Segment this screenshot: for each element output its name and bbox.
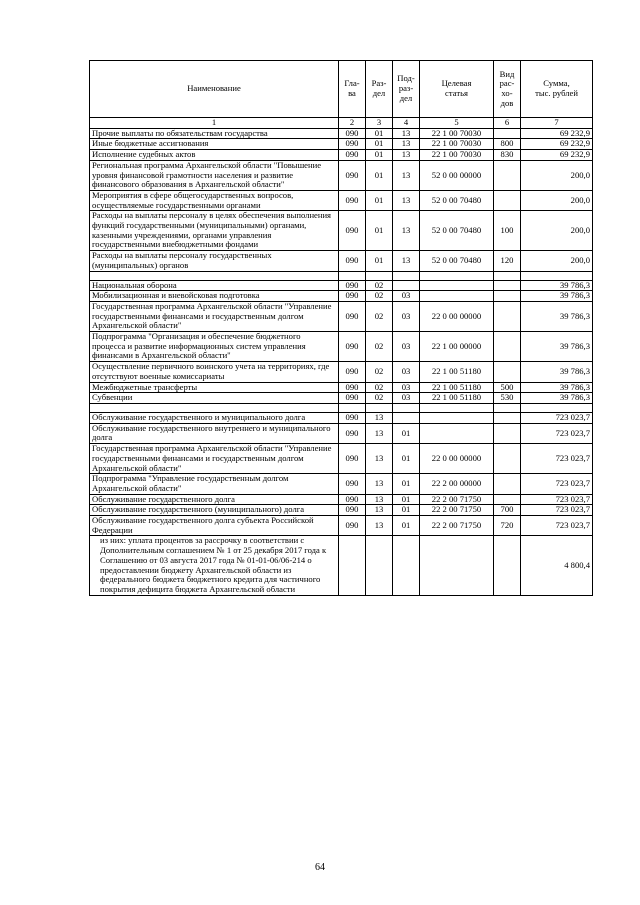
row-subsection <box>393 403 420 412</box>
row-subsection <box>393 536 420 595</box>
row-chapter: 090 <box>339 393 366 404</box>
row-section: 02 <box>366 382 393 393</box>
row-subsection: 01 <box>393 444 420 474</box>
row-chapter <box>339 536 366 595</box>
row-chapter: 090 <box>339 444 366 474</box>
table-row <box>90 190 593 210</box>
row-subsection: 13 <box>393 251 420 271</box>
row-expense-type <box>494 444 521 474</box>
row-subsection: 03 <box>393 362 420 382</box>
row-expense-type <box>494 332 521 362</box>
row-target: 22 2 00 71750 <box>420 494 494 505</box>
row-expense-type <box>494 494 521 505</box>
column-number: 4 <box>393 118 420 129</box>
table-row <box>90 393 593 404</box>
row-name: Обслуживание государственного долга субъекта Российской Федерации <box>90 516 339 536</box>
table-row <box>90 494 593 505</box>
row-section: 13 <box>366 423 393 443</box>
row-subsection: 01 <box>393 516 420 536</box>
header-name: Наименование <box>90 61 339 118</box>
page-number: 64 <box>315 862 325 873</box>
row-target: 22 1 00 51180 <box>420 362 494 382</box>
row-chapter: 090 <box>339 494 366 505</box>
row-name: Обслуживание государственного и муниципального долга <box>90 412 339 423</box>
column-number-row <box>90 118 593 129</box>
table-row <box>90 505 593 516</box>
row-section: 01 <box>366 150 393 161</box>
row-chapter: 090 <box>339 128 366 139</box>
row-section: 01 <box>366 251 393 271</box>
row-expense-type <box>494 423 521 443</box>
table-row <box>90 251 593 271</box>
row-section: 01 <box>366 190 393 210</box>
header-chapter: Гла- ва <box>339 61 366 118</box>
column-number: 7 <box>521 118 593 129</box>
row-subsection: 13 <box>393 190 420 210</box>
header-row <box>90 61 593 118</box>
header-section: Раз- дел <box>366 61 393 118</box>
row-sum: 200,0 <box>521 251 593 271</box>
table-row <box>90 382 593 393</box>
row-section <box>366 271 393 280</box>
row-name: Обслуживание государственного внутреннего и муниципального долга <box>90 423 339 443</box>
header-target: Целевая статья <box>420 61 494 118</box>
row-chapter: 090 <box>339 280 366 291</box>
row-expense-type <box>494 403 521 412</box>
row-target: 52 0 00 70480 <box>420 251 494 271</box>
row-name: Исполнение судебных актов <box>90 150 339 161</box>
table-row <box>90 301 593 331</box>
row-section: 13 <box>366 412 393 423</box>
row-name: Осуществление первичного воинского учета на территориях, где отсутствуют военные комиссариаты <box>90 362 339 382</box>
row-chapter: 090 <box>339 423 366 443</box>
row-section: 02 <box>366 393 393 404</box>
row-expense-type <box>494 190 521 210</box>
header-sum: Сумма, тыс. рублей <box>521 61 593 118</box>
row-target: 22 1 00 70030 <box>420 150 494 161</box>
row-section: 01 <box>366 128 393 139</box>
row-sum: 39 786,3 <box>521 362 593 382</box>
row-section: 02 <box>366 291 393 302</box>
row-sum: 39 786,3 <box>521 301 593 331</box>
table-body <box>90 128 593 595</box>
table-row <box>90 423 593 443</box>
row-chapter <box>339 271 366 280</box>
row-target: 22 2 00 71750 <box>420 505 494 516</box>
row-name <box>90 403 339 412</box>
row-name: Обслуживание государственного долга <box>90 494 339 505</box>
table-row <box>90 474 593 494</box>
row-chapter: 090 <box>339 382 366 393</box>
row-expense-type <box>494 536 521 595</box>
row-expense-type: 530 <box>494 393 521 404</box>
table-row <box>90 211 593 251</box>
row-section <box>366 403 393 412</box>
row-name: Субвенции <box>90 393 339 404</box>
row-name: Мобилизационная и вневойсковая подготовка <box>90 291 339 302</box>
row-sum: 723 023,7 <box>521 505 593 516</box>
table-row <box>90 536 593 595</box>
row-subsection: 13 <box>393 211 420 251</box>
row-expense-type <box>494 160 521 190</box>
row-target: 52 0 00 00000 <box>420 160 494 190</box>
row-chapter: 090 <box>339 362 366 382</box>
budget-table <box>89 60 593 596</box>
row-chapter: 090 <box>339 211 366 251</box>
row-chapter: 090 <box>339 291 366 302</box>
row-chapter: 090 <box>339 139 366 150</box>
row-name: Мероприятия в сфере общегосударственных вопросов, осуществляемые государственными органами <box>90 190 339 210</box>
row-sum: 39 786,3 <box>521 332 593 362</box>
row-section: 13 <box>366 474 393 494</box>
row-name: Обслуживание государственного (муниципального) долга <box>90 505 339 516</box>
header-expense-type: Вид рас- хо- дов <box>494 61 521 118</box>
row-subsection: 01 <box>393 474 420 494</box>
row-expense-type <box>494 412 521 423</box>
row-name: из них: уплата процентов за рассрочку в соответствии с Дополнительным соглашением № 1 от 25 декабря 2017 года к Соглашению от 03 августа 2017 года № 01-01-06/06-214 о предоставлении бюджету Архангельской области из федерального бюджета бюджетного кредита для частичного покрытия дефицита бюджета Архангельской области <box>90 536 339 595</box>
row-subsection: 13 <box>393 150 420 161</box>
row-name <box>90 271 339 280</box>
row-name: Региональная программа Архангельской области "Повышение уровня финансовой грамотности населения и развитие финансового образования в Архангельской области" <box>90 160 339 190</box>
row-expense-type <box>494 301 521 331</box>
row-expense-type <box>494 291 521 302</box>
row-name: Прочие выплаты по обязательствам государства <box>90 128 339 139</box>
row-chapter: 090 <box>339 190 366 210</box>
row-sum: 200,0 <box>521 160 593 190</box>
row-subsection: 13 <box>393 139 420 150</box>
row-target: 22 1 00 70030 <box>420 128 494 139</box>
header-subsection: Под- раз- дел <box>393 61 420 118</box>
row-sum: 723 023,7 <box>521 412 593 423</box>
row-sum: 200,0 <box>521 211 593 251</box>
table-row <box>90 160 593 190</box>
row-expense-type <box>494 128 521 139</box>
row-target: 22 2 00 00000 <box>420 474 494 494</box>
row-subsection: 13 <box>393 160 420 190</box>
table-row <box>90 139 593 150</box>
row-chapter: 090 <box>339 516 366 536</box>
row-expense-type <box>494 474 521 494</box>
row-chapter: 090 <box>339 251 366 271</box>
row-target <box>420 536 494 595</box>
row-expense-type: 500 <box>494 382 521 393</box>
row-expense-type: 700 <box>494 505 521 516</box>
row-subsection: 03 <box>393 301 420 331</box>
table-row <box>90 362 593 382</box>
row-chapter: 090 <box>339 412 366 423</box>
row-target <box>420 423 494 443</box>
row-section: 02 <box>366 301 393 331</box>
row-section: 02 <box>366 332 393 362</box>
row-target <box>420 271 494 280</box>
table-row <box>90 291 593 302</box>
row-name: Национальная оборона <box>90 280 339 291</box>
row-subsection: 01 <box>393 423 420 443</box>
column-number: 3 <box>366 118 393 129</box>
row-subsection <box>393 412 420 423</box>
table-row <box>90 516 593 536</box>
row-name: Иные бюджетные ассигнования <box>90 139 339 150</box>
row-subsection: 01 <box>393 494 420 505</box>
row-chapter: 090 <box>339 301 366 331</box>
row-target <box>420 280 494 291</box>
table-row <box>90 412 593 423</box>
row-sum: 723 023,7 <box>521 444 593 474</box>
row-sum: 69 232,9 <box>521 139 593 150</box>
column-number: 5 <box>420 118 494 129</box>
row-chapter: 090 <box>339 505 366 516</box>
row-sum <box>521 403 593 412</box>
table-row <box>90 332 593 362</box>
row-sum: 723 023,7 <box>521 516 593 536</box>
row-expense-type <box>494 362 521 382</box>
row-subsection <box>393 271 420 280</box>
table-row <box>90 150 593 161</box>
row-name: Подпрограмма "Управление государственным долгом Архангельской области" <box>90 474 339 494</box>
row-sum: 39 786,3 <box>521 280 593 291</box>
row-target: 22 1 00 51180 <box>420 393 494 404</box>
row-name: Государственная программа Архангельской области "Управление государственными финансами и государственным долгом Архангельской области" <box>90 301 339 331</box>
row-section: 01 <box>366 211 393 251</box>
row-target <box>420 412 494 423</box>
table-row <box>90 444 593 474</box>
row-name: Межбюджетные трансферты <box>90 382 339 393</box>
row-subsection: 03 <box>393 291 420 302</box>
row-expense-type: 720 <box>494 516 521 536</box>
row-target <box>420 291 494 302</box>
row-subsection: 03 <box>393 393 420 404</box>
row-expense-type: 830 <box>494 150 521 161</box>
row-target: 52 0 00 70480 <box>420 211 494 251</box>
row-subsection: 03 <box>393 382 420 393</box>
row-sum: 723 023,7 <box>521 474 593 494</box>
row-name: Расходы на выплаты персоналу в целях обеспечения выполнения функций государственными (муниципальными) органами, казенными учреждениями, органами управления государственными внебюджетными фондами <box>90 211 339 251</box>
row-target: 22 1 00 00000 <box>420 332 494 362</box>
row-sum: 39 786,3 <box>521 393 593 404</box>
row-target <box>420 403 494 412</box>
row-expense-type: 100 <box>494 211 521 251</box>
column-number: 1 <box>90 118 339 129</box>
row-section: 02 <box>366 362 393 382</box>
row-expense-type <box>494 271 521 280</box>
spacer-row <box>90 403 593 412</box>
row-chapter: 090 <box>339 474 366 494</box>
row-sum: 4 800,4 <box>521 536 593 595</box>
table-row <box>90 128 593 139</box>
row-subsection: 01 <box>393 505 420 516</box>
row-sum: 69 232,9 <box>521 150 593 161</box>
row-target: 22 2 00 71750 <box>420 516 494 536</box>
row-sum <box>521 271 593 280</box>
row-subsection: 13 <box>393 128 420 139</box>
row-chapter: 090 <box>339 160 366 190</box>
table-header <box>90 61 593 129</box>
row-section: 01 <box>366 160 393 190</box>
row-section: 02 <box>366 280 393 291</box>
row-target: 22 1 00 70030 <box>420 139 494 150</box>
row-sum: 39 786,3 <box>521 382 593 393</box>
spacer-row <box>90 271 593 280</box>
row-section <box>366 536 393 595</box>
row-target: 22 0 00 00000 <box>420 444 494 474</box>
table-row <box>90 280 593 291</box>
row-sum: 69 232,9 <box>521 128 593 139</box>
row-subsection: 03 <box>393 332 420 362</box>
row-target: 22 0 00 00000 <box>420 301 494 331</box>
row-target: 22 1 00 51180 <box>420 382 494 393</box>
column-number: 6 <box>494 118 521 129</box>
row-expense-type: 800 <box>494 139 521 150</box>
row-subsection <box>393 280 420 291</box>
row-sum: 39 786,3 <box>521 291 593 302</box>
row-chapter <box>339 403 366 412</box>
row-section: 13 <box>366 444 393 474</box>
row-sum: 723 023,7 <box>521 494 593 505</box>
row-section: 13 <box>366 505 393 516</box>
row-section: 13 <box>366 494 393 505</box>
row-expense-type: 120 <box>494 251 521 271</box>
row-target: 52 0 00 70480 <box>420 190 494 210</box>
row-section: 01 <box>366 139 393 150</box>
column-number: 2 <box>339 118 366 129</box>
row-chapter: 090 <box>339 150 366 161</box>
row-section: 13 <box>366 516 393 536</box>
row-chapter: 090 <box>339 332 366 362</box>
row-name: Расходы на выплаты персоналу государственных (муниципальных) органов <box>90 251 339 271</box>
row-sum: 723 023,7 <box>521 423 593 443</box>
row-expense-type <box>494 280 521 291</box>
row-name: Государственная программа Архангельской области "Управление государственными финансами и государственным долгом Архангельской области" <box>90 444 339 474</box>
row-sum: 200,0 <box>521 190 593 210</box>
row-name: Подпрограмма "Организация и обеспечение бюджетного процесса и развитие информационных систем управления финансами в Архангельской области" <box>90 332 339 362</box>
